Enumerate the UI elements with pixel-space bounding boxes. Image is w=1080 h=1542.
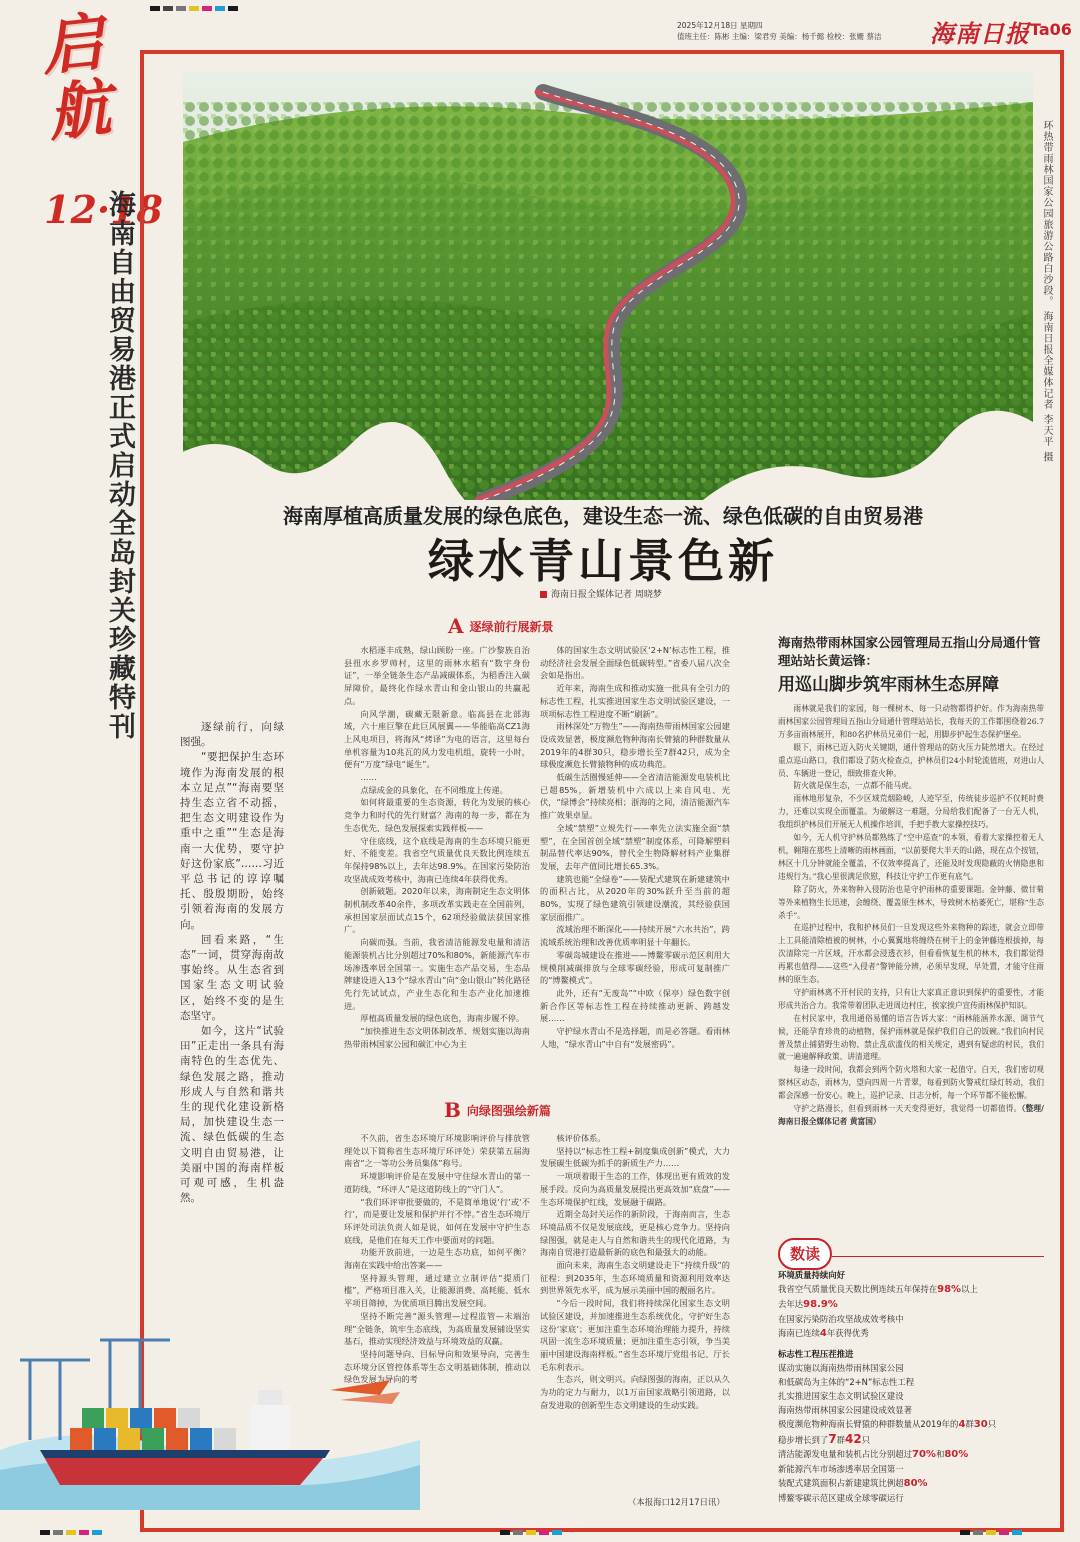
data-value: 42: [844, 1432, 862, 1446]
banner-date: 12·18: [44, 187, 163, 232]
data-line-item: [778, 1282, 1044, 1297]
sidebar-paragraph: 守护雨林离不开村民的支持，只有让大家真正意识到保护的重要性，才能形成共治合力。我常带着团队走进周边村庄，挨家挨户宣传雨林保护知识。: [778, 987, 1044, 1010]
sidebar-headline: 用巡山脚步筑牢雨林生态屏障: [778, 675, 999, 695]
section-letter: B: [444, 1098, 461, 1122]
data-divider: [832, 1256, 1044, 1257]
sidebar-paragraph: 如今，无人机守护林员都熟练了“空中巡查”的本领，看着大家操控着无人机，翱翔在那些上清晰的雨林画面，“以前要爬大半天的山路，现在点个按钮，林区十几分钟就能全覆盖，不仅效率提高了，还能及时发现隐蔽的火情隐患和违规行为。”我心里很满足欣慰，科技让守护工作更有底气。: [778, 833, 1044, 881]
section-a-column-2: [540, 644, 730, 1084]
data-heading: 标志性工程压茬推进: [778, 1349, 854, 1359]
data-line-item: 和低碳岛为主体的“2+N”标志性工程: [778, 1377, 915, 1387]
sidebar-paragraph: 雨林就是我们的家园，每一棵树木、每一只动物都得护好。作为海南热带雨林国家公园管理局五指山分局通什管理站站长，我每天的工作都围绕着26.7万多亩雨林展开，和80名护林员兄弟们一起，用脚步护起生态保护堡垒。: [778, 704, 1044, 739]
data-line-item: [778, 1447, 1044, 1462]
data-line-item: 在国家污染防治攻坚战成效考核中: [778, 1314, 904, 1324]
body-paragraph: 坚持不断完善“源头管理—过程监管—末端治理”全链条，筑牢生态底线，为高质量发展铺设坚实基石，推动实现经济效益与环境效益的双赢。: [344, 1310, 530, 1347]
lead-paragraph: 回看来路，“生态”一词，贯穿海南故事始终。从生态省到国家生态文明试验区，始终不变的是生态坚守。: [180, 933, 284, 1022]
lead-paragraph: 逐绿前行，向绿图强。: [180, 721, 284, 749]
data-value: 7: [828, 1432, 837, 1446]
data-value: 4: [958, 1419, 966, 1430]
data-text: 只: [987, 1419, 997, 1429]
editors-line: 值班主任：陈彬 主编：梁君穷 美编：杨千懿 检校：张姗 蔡洁: [677, 32, 882, 41]
data-badge: 数读: [778, 1238, 832, 1270]
data-text: 和: [935, 1449, 945, 1459]
body-paragraph: 坚持源头管理，通过建立立制评估“提质门槛”，严格项目准入关，让能源消费、高耗能、低水平项目筛掉，为优质项目腾出发展空间。: [344, 1272, 530, 1309]
data-text: 去年达: [778, 1299, 804, 1309]
sidebar-paragraph: [778, 1103, 1044, 1129]
data-text: 装配式建筑面积占新建建筑比例超: [778, 1478, 904, 1488]
body-paragraph: “加快推进生态文明体制改革、规划实施以海南热带雨林国家公园和碳汇中心为主: [344, 1026, 530, 1049]
data-value: 98%: [937, 1284, 962, 1295]
sidebar-signature: （整理/海南日报全媒体记者 黄富国）: [778, 1104, 1044, 1126]
registration-marks-bottom-left: [40, 1530, 102, 1535]
data-text: 海南已连续: [778, 1328, 820, 1338]
body-paragraph: 生态兴，则文明兴。向绿图强的海南，正以从久为功的定力与耐力，以1万亩国家战略引领道路，以奋发进取的创新型生态文明建设的生动实践。: [540, 1374, 730, 1410]
data-text: 清洁能源发电量和装机占比分别超过: [778, 1449, 912, 1459]
body-paragraph: 面向未来，海南生态文明建设走下“持续升级”的征程：到2035年，生态环境质量和资源利用效率达到世界领先水平，成为展示美丽中国的靓丽名片。: [540, 1260, 730, 1296]
data-line-item: [778, 1326, 1044, 1341]
body-paragraph: “今后一段时间，我们将持续深化国家生态文明试验区建设，并加速推进生态系统优化，守护好生态这份‘家底’；更加注重生态环境治理能力提升，持续巩固一流生态环境质量；更加注重生态引领，争当美丽中国建设海南样板。”省生态环境厅党组书记、厅长毛东利表示。: [540, 1298, 730, 1372]
sidebar-paragraph: 雨林地形复杂，不少区域荒烟险峻，人迹罕至，传统徒步巡护不仅耗时费力，还难以实现全面覆盖。为破解这一难题，分局给我们配备了一台无人机，我组织护林员们开展无人机操作培训，手把手教大家操控技巧。: [778, 794, 1044, 830]
body-paragraph: 创新破题。2020年以来，海南制定生态文明体制机制改革40余件，多项改革实践走在全国前列，承担国家层面试点15个，62项经验做法获国家推广。: [344, 886, 530, 935]
body-paragraph: 环境影响评价是在发展中守住绿水青山的第一道防线，“环评人”是这道防线上的“守门人”。: [344, 1171, 530, 1194]
data-text: 群: [836, 1435, 845, 1445]
body-paragraph: 水稻逐丰成熟，绿山顾盼一座。广沙黎族自治县扭水乡罗帅村，这里的雨林水稻有“数字身份证”，一举全链条生态产品减碳体系，为稻香注入碳屏障价，最终化作绿水青山和金山银山的共赢起点。: [344, 645, 530, 706]
sidebar-body: [778, 703, 1044, 1218]
body-paragraph: 建筑也能“全绿卷”——装配式建筑在新建建筑中的面积占比，从2020年的30%跃升至当前的超80%，实现了绿色建筑引领建设潮流，其经验获国家层面推广。: [540, 873, 730, 922]
data-line-item: 博鳌零碳示范区建成全球零碳运行: [778, 1493, 904, 1503]
section-title: 向绿图强绘新篇: [466, 1103, 551, 1118]
lead-paragraph: 如今，这片“试验田”正走出一条具有海南特色的生态优先、绿色发展之路，推动形成人与自然和谐共生的现代化建设新格局，加快建设生态一流、绿色低碳的生态文明自由贸易港，让美丽中国的海南样板可观可感，生机盎然。: [180, 1025, 284, 1205]
sidebar-head-role: 海南热带雨林国家公园管理局五指山分局通什管理站站长黄运锋：: [778, 635, 1041, 668]
page-number: Ta06: [1030, 20, 1072, 39]
body-paragraph: 体的国家生态文明试验区‘2+N’标志性工程，推动经济社会发展全面绿色低碳转型。”省委八届八次全会如是指出。: [540, 645, 730, 681]
sidebar-paragraph: 在巡护过程中，我和护林员们一旦发现这些外来物种的踪迹，就会立即带上工具能清除植被的树林，小心翼翼地将缠绕在树干上的金钟藤连根拔掉，每次清除完一片区域，汗水都会浸透衣衫，但看看恢复生机的林木，我们都觉得再累也值得——这些“入侵者”警钟能分辨，必须早发现、早处置，才能守住雨林的原生态。: [778, 923, 1044, 985]
body-paragraph: 坚持以“标志性工程+制度集成创新”模式，大力发展碳生低碳为抓手的新质生产力……: [540, 1145, 730, 1169]
body-paragraph: 零碳岛城建设在推进——博鳌零碳示范区利用大规模削减碳排放与全球零碳经验，形成可复制推广的“博鳌模式”。: [540, 949, 730, 986]
registration-marks: [150, 6, 238, 11]
cargo-ship-illustration: [0, 1300, 420, 1510]
body-paragraph: 一项项着眼于生态的工作，体现出更有质效的发展手段。反向为高质量发展提出更高效加“底盘”——生态环境保护红线，发展融于碳路。: [540, 1171, 730, 1207]
body-paragraph: 雨林深处“万物生”——海南热带雨林国家公园建设成效显著，极度濒危物种海南长臂猿的种群数量从2019年的4群30只，稳步增长至7群42只，成为全球极度濒危长臂猿物种的成功典范。: [540, 721, 730, 770]
photo-caption: 环热带雨林国家公园旅游公路白沙段。 海南日报全媒体记者 李天平 摄: [1041, 120, 1052, 463]
data-heading: 环境质量持续向好: [778, 1270, 845, 1280]
data-line-item: 新能源汽车市场渗透率居全国第一: [778, 1464, 904, 1474]
data-text: 稳步增长到了: [778, 1435, 829, 1445]
body-paragraph: 如何将最重要的生态资源，转化为发展的核心竞争力和时代的先行财富？海南的每一步，都在为生态优先、绿色发展探索实践样板——: [344, 797, 530, 833]
body-paragraph: 坚持问题导向、目标导向和效果导向，完善生态环境分区管控体系等生态文明基础体制，推动以绿色发展为导向的考: [344, 1348, 530, 1385]
page-header: [0, 0, 1080, 52]
data-value: 70%: [912, 1449, 936, 1460]
containers: [70, 1408, 236, 1450]
article-subhead: 海南厚植高质量发展的绿色底色，建设生态一流、绿色低碳的自由贸易港: [283, 504, 923, 528]
banner-qihang: 启航: [37, 5, 115, 150]
body-paragraph: 此外，还有“无废岛”“中欧（保亭）绿色数字创新合作区等标志性工程在持续推动更新、跨越发展……: [540, 987, 730, 1024]
date-line: 2025年12月18日 星期四: [677, 21, 763, 30]
body-paragraph: 守护绿水青山不是选择题，而是必答题。看雨林人地，“绿水青山”中自有“发展密码”。: [540, 1026, 730, 1049]
sidebar-paragraph: 除了防火，外来物种入侵防治也是守护雨林的重要课题。金钟藤、微甘菊等外来植物生长迅速，会缠绕、覆盖原生林木，导致树木枯萎死亡，堪称“生态杀手”。: [778, 884, 1044, 920]
sidebar-paragraph: 眼下，雨林已迈入防火关键期，通什管理站的防火压力陡然增大。在经过重点巡山路口，我们都设了防火检查点，护林员们24小时轮流值班，对进山人员、车辆进一登记，细致排查火种。: [778, 742, 1044, 778]
data-line-item: [778, 1417, 1044, 1432]
body-paragraph: 核评价体系。: [556, 1133, 606, 1143]
body-paragraph: 点绿成金的具象化，在不同维度上传递。: [360, 784, 508, 795]
banner-vertical-title: 海南自由贸易港正式启动全岛封关珍藏特刊: [104, 190, 135, 741]
body-paragraph: 近期全岛封关运作的新阶段，于海南而言，生态环境品质不仅是发展底线，更是核心竞争力。坚持向绿图强，就是走人与自然和谐共生的现代化道路，为海南自贸港打造最斩新的底色和最强大的动能。: [540, 1209, 730, 1258]
sidebar-paragraph-text: 守护之路漫长，但看到雨林一天天变得更好，我觉得一切都值得。: [793, 1104, 1022, 1114]
data-text: 只: [861, 1435, 871, 1445]
body-paragraph: 向碳而强。当前，我省清洁能源发电量和清洁能源装机占比分别超过70%和80%，新能源汽车市场渗透率居全国第一。实施生态产品交易，生态品牌建设进入13个“绿水青山”向“金山银山”转化路径先行先试试点，产业生态化和生态产业化加速推进。: [344, 937, 530, 1011]
data-text: 以上: [961, 1284, 978, 1294]
sidebar-paragraph: 防火就是保生态，一点都不能马虎。: [793, 781, 917, 791]
data-line-item: [778, 1476, 1044, 1491]
body-paragraph: 向风学潮，碳藏无限新意。临高县在北部海域，六十座巨擎在此巨风展翼——华能临高CZ1海上风电项目，将海风“烤译”为电的语言，这里每台单机容量为10兆瓦的风力发电机组，旋转一小时，便有“万度”绿电“诞生”。: [344, 708, 530, 770]
data-line-item: 谋动实施以海南热带雨林国家公园: [778, 1363, 904, 1373]
section-b-head: [444, 1098, 551, 1122]
section-letter: A: [448, 614, 464, 638]
data-value: 98.9%: [803, 1299, 838, 1310]
body-paragraph: “我们环评审批要做的，不是简单地说‘行’或‘不行’，而是要让发展和保护并行不悖。”省生态环境厅环评处司法负责人如是说，如何在发展中守护生态底线，是他们在每天工作中要面对的问题。: [344, 1196, 530, 1245]
data-value: 4: [819, 1328, 827, 1339]
data-line-item: 海南热带雨林国家公园建设成效显著: [778, 1405, 912, 1415]
body-paragraph: 功能开放前进，一边是生态功底，如何平衡？海南在实践中给出答案——: [344, 1247, 530, 1271]
body-paragraph: ……: [360, 772, 377, 783]
sidebar-paragraph: 每逢一段时间，我都会到两个防火塔和大家一起值守。白天，我们密切观察林区动态，雨林为，望向四周一片青翠，每看到防火警戒红绿灯转动，我们都会深感一份安心。晚上，巡护记录、日志分析，每一个环节都不能松懈。: [778, 1065, 1044, 1101]
data-line-item: [778, 1297, 1044, 1312]
lead-paragraph: “要把保护生态环境作为海南发展的根本立足点”“海南要坚持生态立省不动摇，把生态文明建设作为重中之重”“生态是海南一大优势，要守护好这份家底”……习近平总书记的谆谆嘱托、殷殷期盼，始终引领着海南的发展方向。: [180, 751, 284, 931]
data-text: 我省空气质量优良天数比例连续五年保持在: [778, 1284, 938, 1294]
article-dateline: （本报海口12月17日讯）: [628, 1497, 725, 1507]
article-byline: [540, 587, 662, 600]
body-paragraph: 近年来，海南生成和推动实施一批具有全引力的标志性工程，扎实推进国家生态文明试验区建设，一项项标志性工程进度不断“刷新”。: [540, 683, 730, 719]
byline-square-icon: [540, 591, 547, 598]
section-b-column-2: [540, 1132, 730, 1492]
body-paragraph: 低碳生活圈慢延伸——全省清洁能源发电装机比已超85%，新增装机中六成以上来自风电、光伏，“绿博会”持续亮相；浙海的之间，清洁能源汽车推广效果卓显。: [540, 772, 730, 821]
data-text: 极度濒危物种海南长臂猿的种群数量从2019年的: [778, 1419, 959, 1429]
section-title: 逐绿前行展新景: [469, 619, 554, 634]
data-text: 群: [965, 1419, 974, 1429]
registration-marks-bottom-center: [500, 1530, 562, 1535]
data-text: 年获得优秀: [826, 1328, 869, 1338]
body-paragraph: 厚植高质量发展的绿色底色，海南步履不停。: [360, 1013, 525, 1024]
data-value: 80%: [944, 1449, 969, 1460]
byline-text: 海南日报全媒体记者 周晓梦: [551, 590, 662, 600]
body-paragraph: 流域治理不断深化——持续开展“六水共治”，跨流域系统治理和改善优质率明显十年翻长。: [540, 924, 730, 948]
data-line-item: [778, 1432, 1044, 1447]
forest-road-illustration: [183, 72, 1033, 500]
data-line-item: 扎实推进国家生态文明试验区建设: [778, 1391, 904, 1401]
body-paragraph: 全域“禁塑”立规先行——率先立法实施全面“禁塑”，在全国首创全域“禁塑”制度体系，可降解塑料制品替代率达90%，替代全生物降解材料产业集群发展，去年产值同比增长65.3%。: [540, 822, 730, 871]
newspaper-logo: 海南日报: [930, 19, 1030, 48]
section-a-column-1: [344, 644, 530, 1064]
ship-graphic: [0, 1300, 420, 1510]
registration-marks-bottom-right: [960, 1530, 1022, 1535]
body-paragraph: 守住底线，这个底线是海南的生态环境只能更好、不能变差。我省空气质量优良天数比例连续五年保持98%以上，去年达98.9%。在国家污染防治攻坚战成效考核中，海南已连续4年获得优秀。: [344, 835, 530, 884]
section-a-head: [448, 614, 554, 638]
data-value: 80%: [903, 1478, 928, 1489]
article-headline: 绿水青山景色新: [428, 534, 778, 588]
data-value: 30: [973, 1419, 988, 1430]
forest-road-photo: [183, 72, 1033, 500]
lead-column: [180, 720, 284, 1207]
data-box: [778, 1268, 1044, 1505]
body-paragraph: 不久前，省生态环境厅环境影响评价与排放管理处以下简称省生态环境厅环评处）荣获第五届海南省“之一等功公务员集体”称号。: [344, 1133, 530, 1169]
sidebar-paragraph: 在村民家中，我用通俗易懂的语言告诉大家：“雨林能涵养水源、调节气候，还能孕育珍贵的动植物，保护雨林就是保护我们自己的饭碗。”我们向村民普及禁止捕猎野生动物、禁止乱砍滥伐的相关规定，遇到有疑虑的村民，我们就一遍遍解释政策、讲清道理。: [778, 1013, 1044, 1062]
